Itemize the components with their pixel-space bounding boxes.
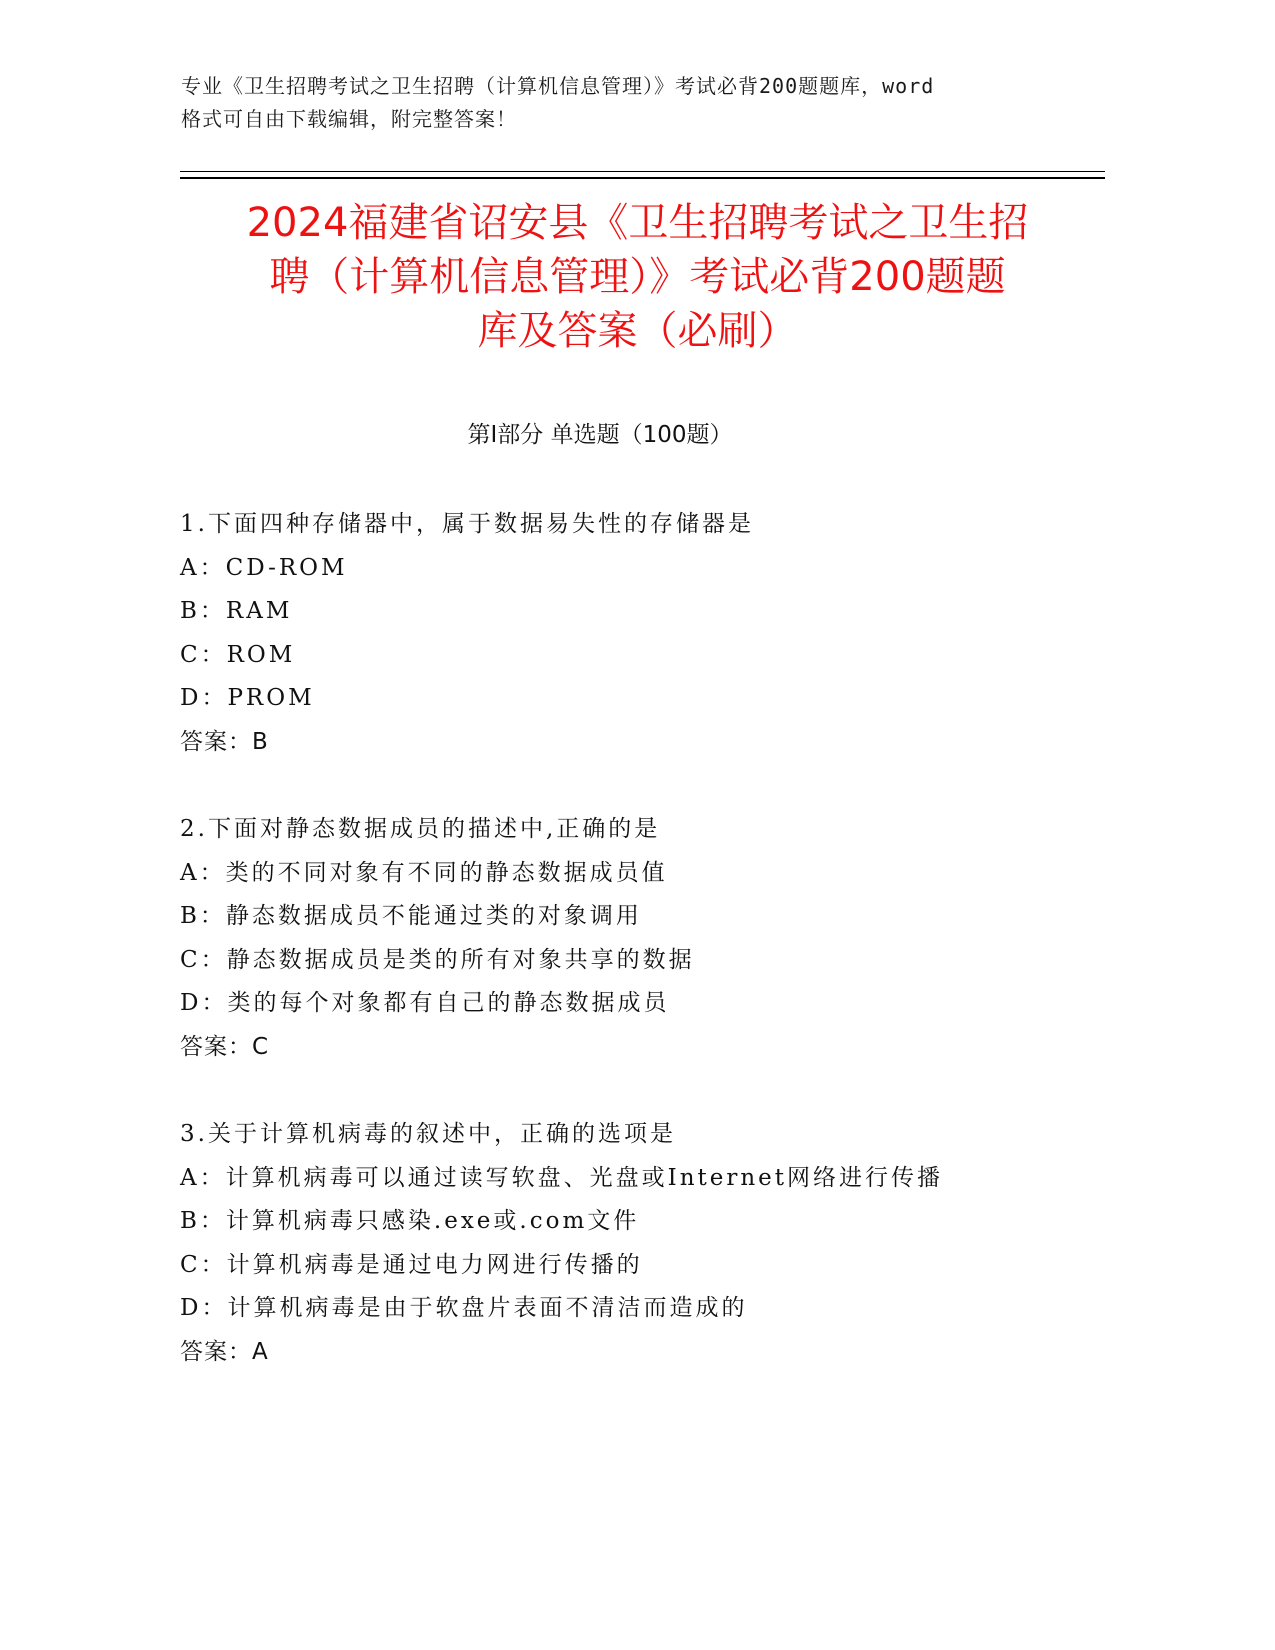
option-b: B：静态数据成员不能通过类的对象调用 — [180, 903, 642, 929]
question-stem: 3.关于计算机病毒的叙述中，正确的选项是 — [180, 1121, 676, 1147]
option-d: D：计算机病毒是由于软盘片表面不清洁而造成的 — [180, 1295, 748, 1321]
document-title — [150, 196, 1125, 358]
document-title-line-1: 2024福建省诏安县《卫生招聘考试之卫生招 — [246, 200, 1029, 246]
option-d: D：PROM — [180, 685, 315, 711]
option-a: A：类的不同对象有不同的静态数据成员值 — [180, 859, 668, 886]
question-2 — [180, 808, 1100, 1069]
option-b: B：计算机病毒只感染.exe或.com文件 — [180, 1208, 640, 1234]
option-b: B：RAM — [180, 598, 293, 624]
question-3 — [180, 1113, 1100, 1374]
option-c: C：静态数据成员是类的所有对象共享的数据 — [180, 946, 695, 973]
document-title-line-3: 库及答案（必刷） — [477, 308, 798, 354]
header-note-line-1: 专业《卫生招聘考试之卫生招聘（计算机信息管理）》考试必背200题题库，word — [181, 74, 935, 98]
header-divider-thin — [180, 171, 1105, 172]
answer-line: 答案：B — [180, 728, 269, 755]
option-a: A：计算机病毒可以通过读写软盘、光盘或Internet网络进行传播 — [180, 1164, 944, 1191]
option-c: C：ROM — [180, 641, 296, 668]
question-stem: 1.下面四种存储器中，属于数据易失性的存储器是 — [180, 511, 754, 537]
option-c: C：计算机病毒是通过电力网进行传播的 — [180, 1251, 643, 1278]
option-a: A：CD-ROM — [180, 554, 348, 581]
section-heading: 第Ⅰ部分 单选题（100题） — [467, 422, 733, 448]
question-1 — [180, 503, 1100, 764]
option-d: D：类的每个对象都有自己的静态数据成员 — [180, 990, 670, 1016]
answer-line: 答案：A — [180, 1338, 269, 1365]
question-stem: 2.下面对静态数据成员的描述中,正确的是 — [180, 816, 661, 842]
header-note — [181, 70, 1081, 136]
header-note-line-2: 格式可自由下载编辑，附完整答案！ — [181, 107, 517, 131]
answer-line: 答案：C — [180, 1033, 270, 1060]
document-title-line-2: 聘（计算机信息管理）》考试必背200题题 — [269, 254, 1006, 300]
header-divider-thick — [180, 177, 1105, 179]
